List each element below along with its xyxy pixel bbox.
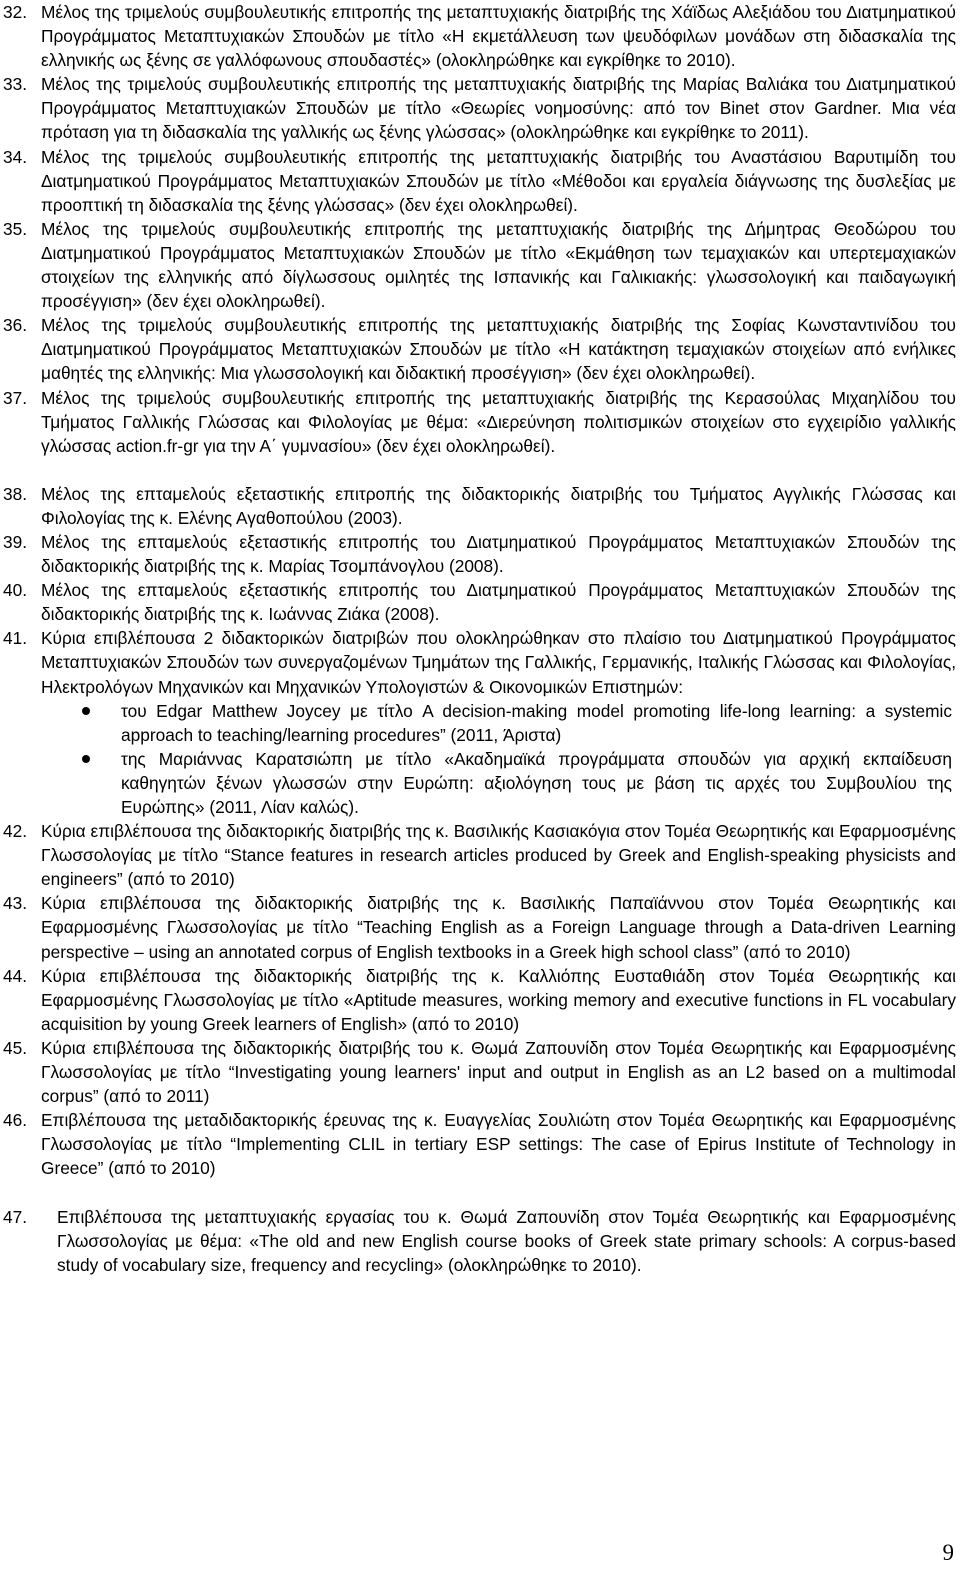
item-number: 36. xyxy=(3,315,28,336)
item-number: 32. xyxy=(3,2,28,22)
blank-line xyxy=(0,458,960,482)
list-item xyxy=(0,72,960,144)
list-item xyxy=(0,530,960,578)
list-item xyxy=(0,626,960,819)
item-number: 34. xyxy=(3,146,28,167)
list-item xyxy=(0,217,960,313)
item-text: Κύρια επιβλέπουσα της διδακτορικής διατριβής της κ. Βασιλικής Κασιακόγια στον Τομέα Θεωρητικής και Εφαρμοσμένης Γλωσσολογίας με τίτλο “Stance features in research articles produced by Greek and English-speaking physicists and engineers” (από το 2010) xyxy=(41,821,956,890)
item-body xyxy=(41,626,960,819)
item-number: 35. xyxy=(3,218,28,239)
list-item xyxy=(0,482,960,530)
item-text: Μέλος της τριμελούς συμβουλευτικής επιτροπής της μεταπτυχιακής διατριβής του Αναστάσιου Βαρυτιμίδη του Διατμηματικού Προγράμματος Μεταπτυχιακών Σπουδών με τίτλο «Μέθοδοι και εργαλεία διάγνωσης της δυσλεξίας με προοπτική τη διδασκαλία της ξένης γλώσσας» (δεν έχει ολοκληρωθεί). xyxy=(41,146,956,215)
item-text: Επιβλέπουσα της μεταπτυχιακής εργασίας του κ. Θωμά Ζαπουνίδη στον Τομέα Θεωρητικής και Εφαρμοσμένης Γλωσσολογίας με θέμα: «The old and new English course books of Greek state primary schools: A corpus-based study of vocabulary size, frequency and recycling» (ολοκληρώθηκε το 2010). xyxy=(57,1206,956,1275)
item-text: Μέλος της τριμελούς συμβουλευτικής επιτροπής της μεταπτυχιακής διατριβής της Χάϊδως Αλεξιάδου του Διατμηματικού Προγράμματος Μεταπτυχιακών Σπουδών με τίτλο «Η εκμετάλλευση των ψευδόφιλων μονάδων στη διδασκαλία της ελληνικής ως ξένης σε γαλλόφωνους σπουδαστές» (ολοκληρώθηκε και εγκρίθηκε το 2010). xyxy=(41,2,956,71)
item-text: Κύρια επιβλέπουσα της διδακτορικής διατριβής της κ. Βασιλικής Παπαϊάννου στον Τομέα Θεωρητικής και Εφαρμοσμένης Γλωσσολογίας με τίτλο “Teaching English as a Foreign Language through a Data-driven Learning perspective – using an annotated corpus of English textbooks in a Greek high school class” (από το 2010) xyxy=(41,893,956,962)
item-text: Μέλος της τριμελούς συμβουλευτικής επιτροπής της μεταπτυχιακής διατριβής της Δήμητρας Θεοδώρου του Διατμηματικού Προγράμματος Μεταπτυχιακών Σπουδών με τίτλο «Εκμάθηση των τεμαχιακών και υπερτεμαχιακών στοιχείων της ελληνικής από δίγλωσσους ομιλητές της Ισπανικής και Γαλικιακής: γλωσσολογική και παιδαγωγική προσέγγιση» (δεν έχει ολοκληρωθεί). xyxy=(41,218,956,312)
item-number: 47. xyxy=(3,1206,28,1227)
page-number: 9 xyxy=(942,1540,954,1565)
item-number: 37. xyxy=(3,387,28,408)
item-text: Κύρια επιβλέπουσα της διδακτορικής διατριβής της κ. Καλλιόπης Ευσταθιάδη στον Τομέα Θεωρητικής και Εφαρμοσμένης Γλωσσολογίας με τίτλο «Aptitude measures, working memory and executive functions in FL vocabulary acquisition by young Greek learners of English» (από το 2010) xyxy=(41,965,956,1034)
list-item xyxy=(0,891,960,963)
item-number: 40. xyxy=(3,580,28,601)
list-item xyxy=(0,386,960,458)
list-item xyxy=(0,1036,960,1108)
list-item xyxy=(0,1205,960,1277)
list-item xyxy=(0,964,960,1036)
list-item xyxy=(0,1108,960,1180)
list-item xyxy=(0,313,960,385)
item-text: Μέλος της τριμελούς συμβουλευτικής επιτροπής της μεταπτυχιακής διατριβής της Σοφίας Κωνσταντινίδου του Διατμηματικού Προγράμματος Μεταπτυχιακών Σπουδών με τίτλο «Η κατάκτηση τεμαχιακών στοιχείων από ενήλικες μαθητές της ελληνικής: Μια γλωσσολογική και διδακτική προσέγγιση» (δεν έχει ολοκληρωθεί). xyxy=(41,315,956,384)
list-item xyxy=(0,578,960,626)
item-number: 41. xyxy=(3,628,28,649)
item-number: 44. xyxy=(3,965,28,986)
item-number: 46. xyxy=(3,1110,28,1131)
item-text: Μέλος της τριμελούς συμβουλευτικής επιτροπής της μεταπτυχιακής διατριβής της Κερασούλας Μιχαηλίδου του Τμήματος Γαλλικής Γλώσσας και Φιλολογίας με θέμα: «Διερεύνηση πολιτισμικών στοιχείων στο εγχειρίδιο γαλλικής γλώσσας action.fr-gr για την Α΄ γυμνασίου» (δεν έχει ολοκληρωθεί). xyxy=(41,387,956,456)
bullet-item xyxy=(41,747,956,819)
item-text: Μέλος της τριμελούς συμβουλευτικής επιτροπής της μεταπτυχιακής διατριβής της Μαρίας Βαλιάκα του Διατμηματικού Προγράμματος Μεταπτυχιακών Σπουδών με τίτλο «Θεωρίες νοημοσύνης: από τον Binet στον Gardner. Μια νέα πρόταση για τη διδασκαλία της γαλλικής ως ξένης γλώσσας» (ολοκληρώθηκε και εγκρίθηκε το 2011). xyxy=(41,74,956,143)
item-text: Μέλος της επταμελούς εξεταστικής επιτροπής της διδακτορικής διατριβής του Τμήματος Αγγλικής Γλώσσας και Φιλολογίας της κ. Ελένης Αγαθοπούλου (2003). xyxy=(41,483,956,528)
item-text: Επιβλέπουσα της μεταδιδακτορικής έρευνας της κ. Ευαγγελίας Σουλιώτη στον Τομέα Θεωρητικής και Εφαρμοσμένης Γλωσσολογίας με τίτλο “Implementing CLIL in tertiary ESP settings: The case of Epirus Institute of Technology in Greece” (από το 2010) xyxy=(41,1110,956,1179)
item-number: 33. xyxy=(3,74,28,95)
bullet-list xyxy=(41,699,956,819)
item-number: 38. xyxy=(3,483,28,504)
item-number: 43. xyxy=(3,893,28,914)
item-text: Κύρια επιβλέπουσα της διδακτορικής διατριβής του κ. Θωμά Ζαπουνίδη στον Τομέα Θεωρητικής και Εφαρμοσμένης Γλωσσολογίας με τίτλο “Investigating young learners' input and output in English as an L2 based on a multimodal corpus” (από το 2011) xyxy=(41,1037,956,1107)
item-text: Κύρια επιβλέπουσα 2 διδακτορικών διατριβών που ολοκληρώθηκαν στο πλαίσιο του Διατμηματικού Προγράμματος Μεταπτυχιακών Σπουδών των συνεργαζομένων Τμημάτων της Γαλλικής, Γερμανικής, Ιταλικής Γλώσσας και Φιλολογίας, Ηλεκτρολόγων Μηχανικών και Μηχανικών Υπολογιστών & Οικονομικών Επιστημών: xyxy=(41,628,956,697)
bullet-item xyxy=(41,699,956,747)
list-item xyxy=(0,145,960,217)
item-number: 39. xyxy=(3,531,28,552)
bullet-text: της Μαριάννας Καρατσιώπη με τίτλο «Ακαδημαϊκά προγράμματα σπουδών για αρχική εκπαίδευση καθηγητών ξένων γλωσσών στην Ευρώπη: αξιολόγηση τους με βάση τις αρχές του Συμβουλίου της Ευρώπης» (2011, Λίαν καλώς). xyxy=(121,748,952,817)
item-text: Μέλος της επταμελούς εξεταστικής επιτροπής του Διατμηματικού Προγράμματος Μεταπτυχιακών Σπουδών της διδακτορικής διατριβής της κ. Μαρίας Τσομπάνογλου (2008). xyxy=(41,531,956,577)
bullet-text: του Edgar Matthew Joycey με τίτλο A decision-making model promoting life-long learning: a systemic approach to teaching/learning procedures” (2011, Άριστα) xyxy=(121,700,952,745)
item-number: 42. xyxy=(3,821,28,842)
list-item xyxy=(0,819,960,891)
item-text: Μέλος της επταμελούς εξεταστικής επιτροπής του Διατμηματικού Προγράμματος Μεταπτυχιακών Σπουδών της διδακτορικής διατριβής της κ. Ιωάννας Ζιάκα (2008). xyxy=(41,580,956,625)
blank-line xyxy=(0,1181,960,1205)
list-item xyxy=(0,0,960,72)
item-number: 45. xyxy=(3,1037,28,1058)
